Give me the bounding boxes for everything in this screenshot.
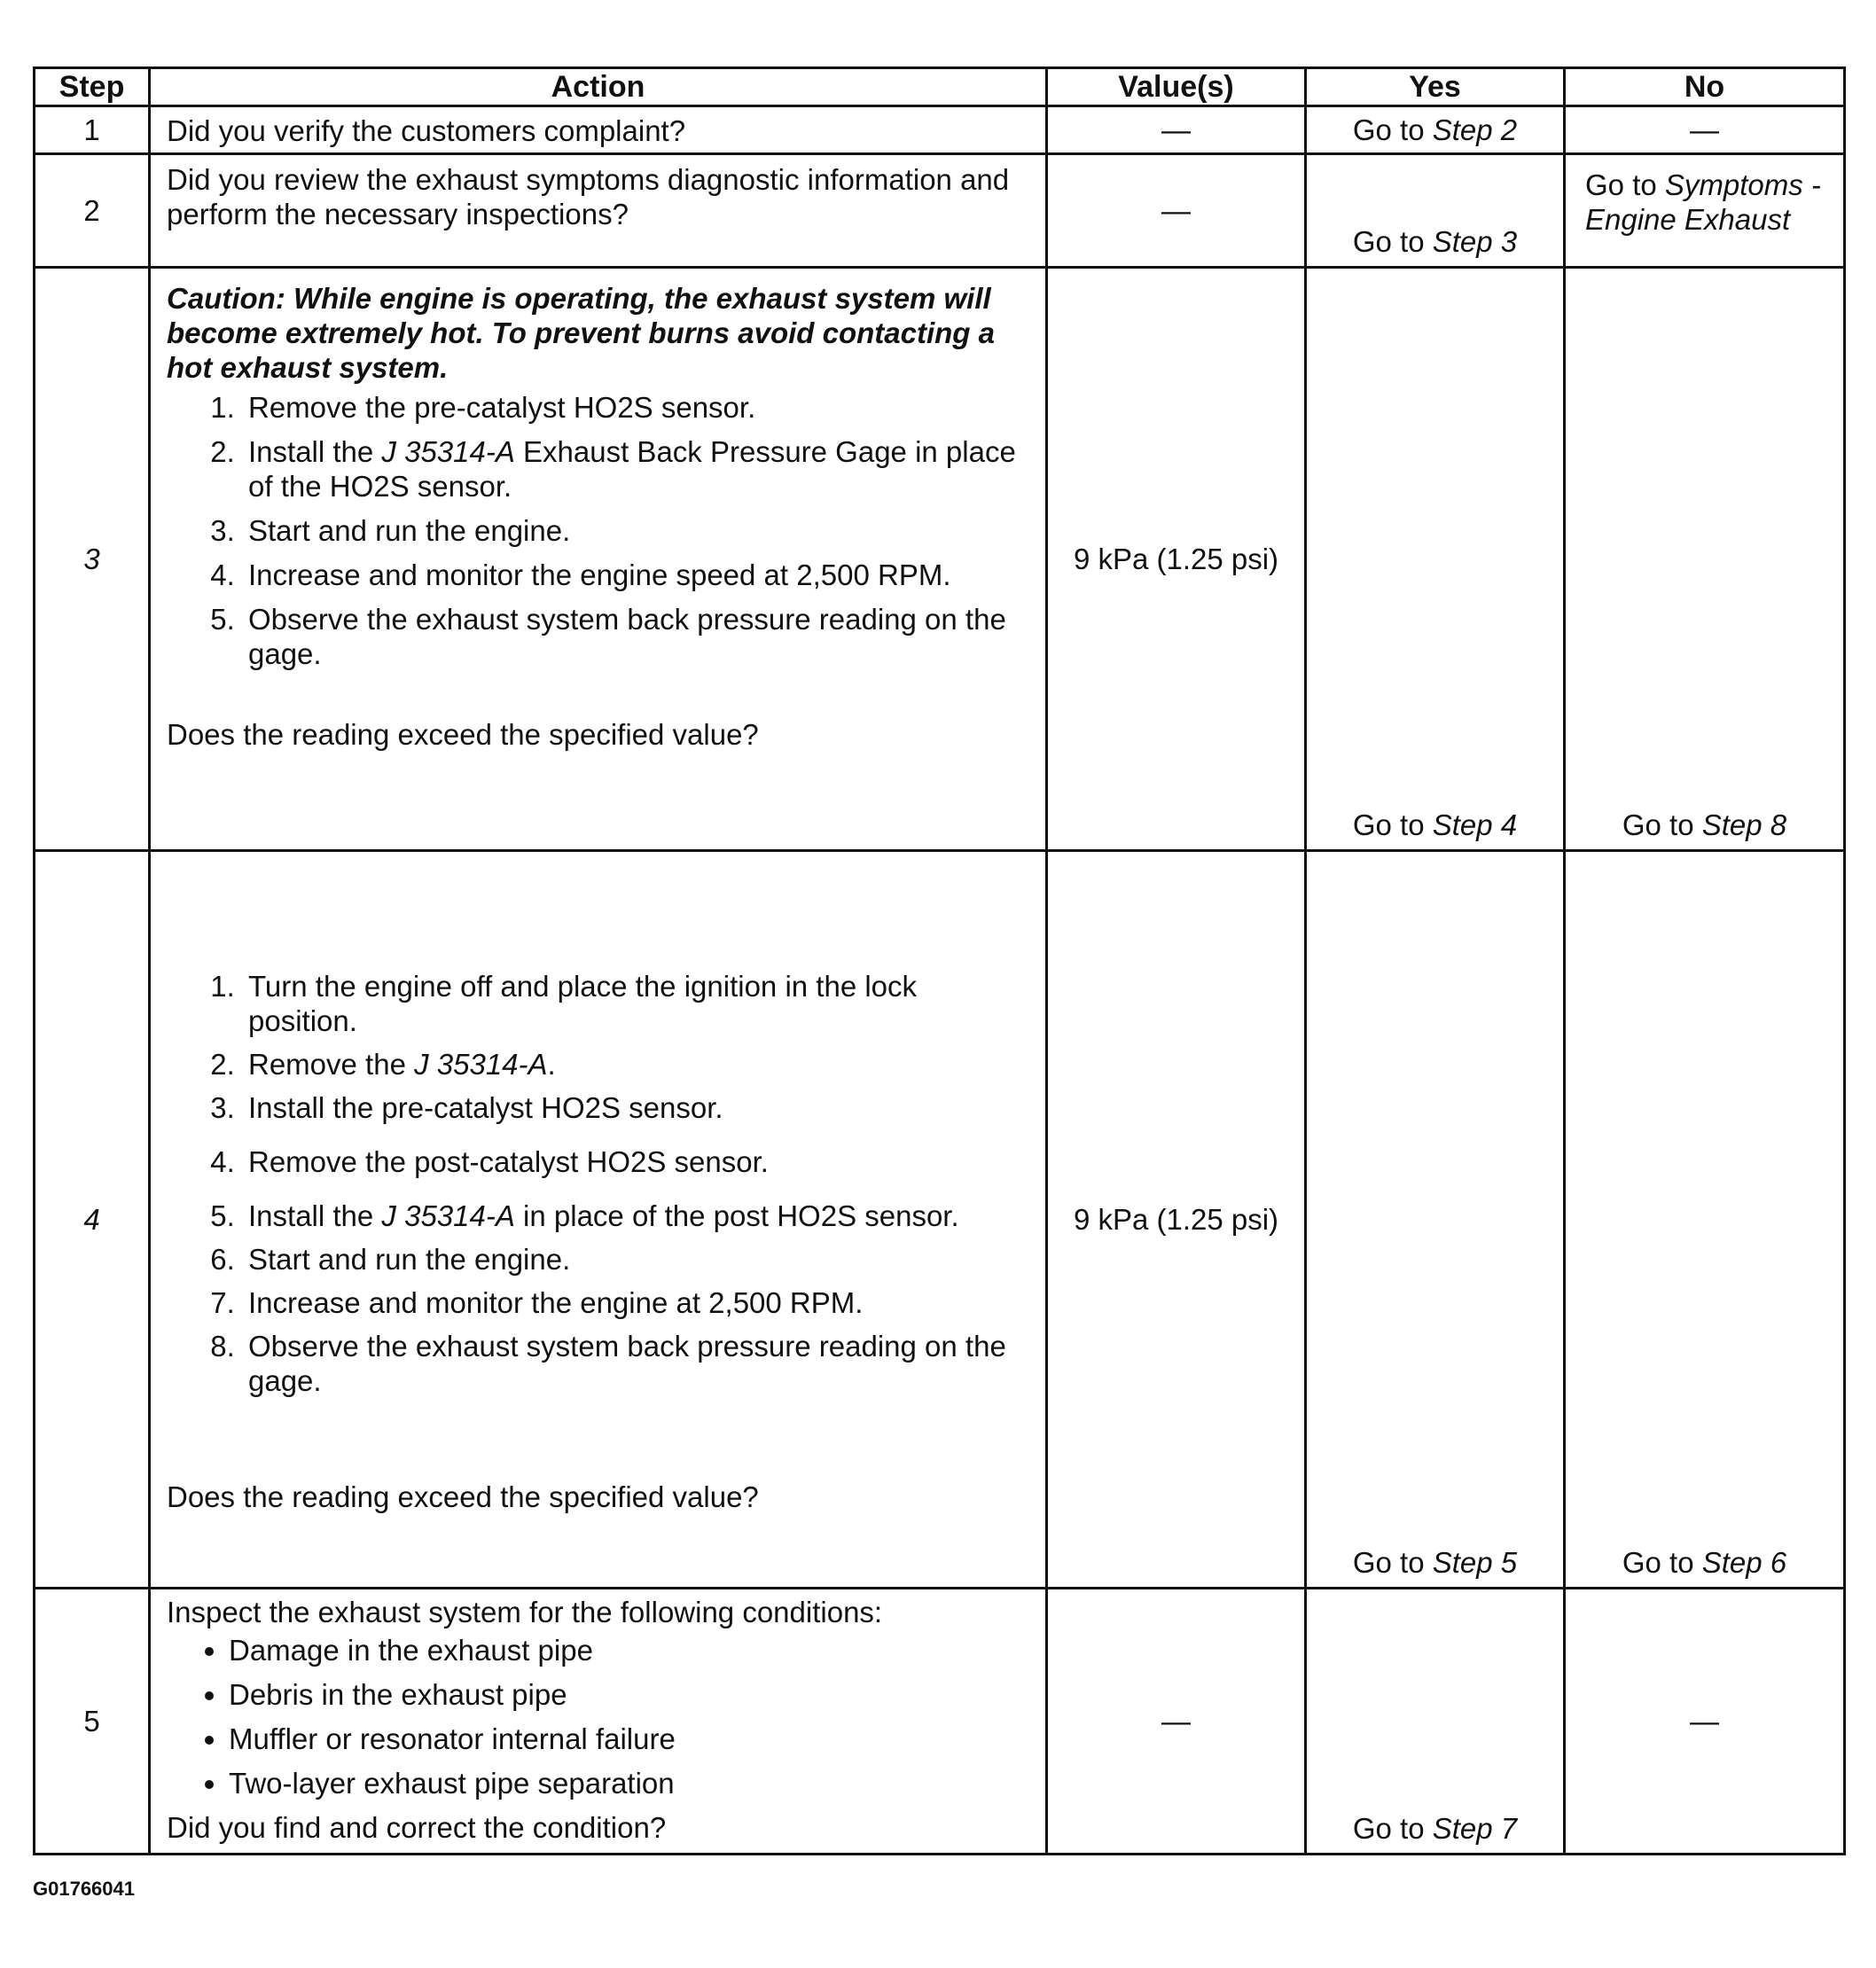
yes-cell xyxy=(1306,268,1565,851)
no-symptoms-link[interactable]: Symptoms - Engine Exhaust xyxy=(1585,168,1821,236)
action-cell xyxy=(150,268,1047,851)
list-item: 8. Observe the exhaust system back pressure reading on the gage. xyxy=(243,1329,1029,1398)
list-item: 1. Remove the pre-catalyst HO2S sensor. xyxy=(243,390,1029,425)
caution-text: Caution: While engine is operating, the exhaust system will become extremely hot. To prevent burns avoid contacting a hot exhaust system. xyxy=(167,282,995,384)
action-text: Did you verify the customers complaint? xyxy=(150,106,1047,154)
action-steps-list xyxy=(167,390,1029,671)
value-cell: 9 kPa (1.25 psi) xyxy=(1047,851,1306,1589)
header-action: Action xyxy=(150,68,1047,106)
step-number: 2 xyxy=(35,154,150,268)
header-row xyxy=(35,68,1845,106)
figure-id: G01766041 xyxy=(33,1878,135,1900)
value-cell: — xyxy=(1047,106,1306,154)
header-values: Value(s) xyxy=(1047,68,1306,106)
intro-text: Inspect the exhaust system for the following conditions: xyxy=(167,1596,883,1628)
value-cell: — xyxy=(1047,1589,1306,1855)
list-item: • Muffler or resonator internal failure xyxy=(229,1722,1029,1756)
tool-reference: J 35314-A xyxy=(414,1048,548,1081)
no-cell: — xyxy=(1565,1589,1845,1855)
yes-cell xyxy=(1306,154,1565,268)
step-number: 3 xyxy=(35,268,150,851)
list-item: 4. Remove the post-catalyst HO2S sensor. xyxy=(243,1144,1029,1179)
no-prefix: Go to xyxy=(1585,168,1665,201)
yes-cell xyxy=(1306,851,1565,1589)
list-item: • Two-layer exhaust pipe separation xyxy=(229,1766,1029,1800)
list-item: 5. Install the J 35314-A in place of the post HO2S sensor. xyxy=(243,1199,1029,1233)
no-cell xyxy=(1565,268,1845,851)
header-step: Step xyxy=(35,68,150,106)
no-cell xyxy=(1565,851,1845,1589)
list-item: 6. Start and run the engine. xyxy=(243,1242,1029,1277)
yes-cell xyxy=(1306,106,1565,154)
no-prefix: Go to xyxy=(1622,808,1702,841)
list-item: 3. Install the pre-catalyst HO2S sensor. xyxy=(243,1090,1029,1125)
no-cell xyxy=(1565,154,1845,268)
yes-cell xyxy=(1306,1589,1565,1855)
list-item: 2. Remove the J 35314-A. xyxy=(243,1047,1029,1082)
yes-prefix: Go to xyxy=(1352,1546,1433,1579)
table-row-step-1 xyxy=(35,106,1845,154)
table-row-step-4 xyxy=(35,851,1845,1589)
header-yes: Yes xyxy=(1306,68,1565,106)
no-step-link[interactable]: Step 6 xyxy=(1701,1546,1787,1579)
step-number: 1 xyxy=(35,106,150,154)
yes-step-link[interactable]: Step 4 xyxy=(1432,808,1518,841)
step-number: 5 xyxy=(35,1589,150,1855)
question-text: Did you find and correct the condition? xyxy=(167,1811,667,1844)
yes-step-link[interactable]: Step 3 xyxy=(1432,225,1518,258)
action-steps-list xyxy=(167,969,1029,1398)
yes-prefix: Go to xyxy=(1352,1812,1433,1845)
yes-prefix: Go to xyxy=(1352,225,1433,258)
list-item: 3. Start and run the engine. xyxy=(243,513,1029,548)
list-item: 1. Turn the engine off and place the ignition in the lock position. xyxy=(243,969,1029,1038)
table-row-step-3 xyxy=(35,268,1845,851)
yes-prefix: Go to xyxy=(1352,808,1433,841)
value-cell: — xyxy=(1047,154,1306,268)
yes-prefix: Go to xyxy=(1352,113,1433,146)
value-cell: 9 kPa (1.25 psi) xyxy=(1047,268,1306,851)
action-text: Did you review the exhaust symptoms diagnostic information and perform the necessary inspections? xyxy=(150,154,1047,268)
yes-step-link[interactable]: Step 7 xyxy=(1432,1812,1518,1845)
list-item: 4. Increase and monitor the engine speed at 2,500 RPM. xyxy=(243,558,1029,592)
no-step-link[interactable]: Step 8 xyxy=(1701,808,1787,841)
step-number: 4 xyxy=(35,851,150,1589)
no-prefix: Go to xyxy=(1622,1546,1702,1579)
action-cell xyxy=(150,1589,1047,1855)
list-item: • Damage in the exhaust pipe xyxy=(229,1633,1029,1667)
list-item: 2. Install the J 35314-A Exhaust Back Pressure Gage in place of the HO2S sensor. xyxy=(243,434,1029,504)
question-text: Does the reading exceed the specified value? xyxy=(167,1480,759,1513)
yes-step-link[interactable]: Step 5 xyxy=(1432,1546,1518,1579)
header-no: No xyxy=(1565,68,1845,106)
tool-reference: J 35314-A xyxy=(381,1199,515,1232)
no-cell: — xyxy=(1565,106,1845,154)
table-row-step-2 xyxy=(35,154,1845,268)
list-item: 7. Increase and monitor the engine at 2,500 RPM. xyxy=(243,1285,1029,1320)
diagnostic-table xyxy=(33,66,1846,1855)
table-row-step-5 xyxy=(35,1589,1845,1855)
action-cell xyxy=(150,851,1047,1589)
tool-reference: J 35314-A xyxy=(381,435,515,468)
list-item: • Debris in the exhaust pipe xyxy=(229,1677,1029,1712)
yes-step-link[interactable]: Step 2 xyxy=(1432,113,1518,146)
list-item: 5. Observe the exhaust system back pressure reading on the gage. xyxy=(243,602,1029,671)
question-text: Does the reading exceed the specified value? xyxy=(167,718,759,751)
conditions-list xyxy=(167,1633,1029,1800)
